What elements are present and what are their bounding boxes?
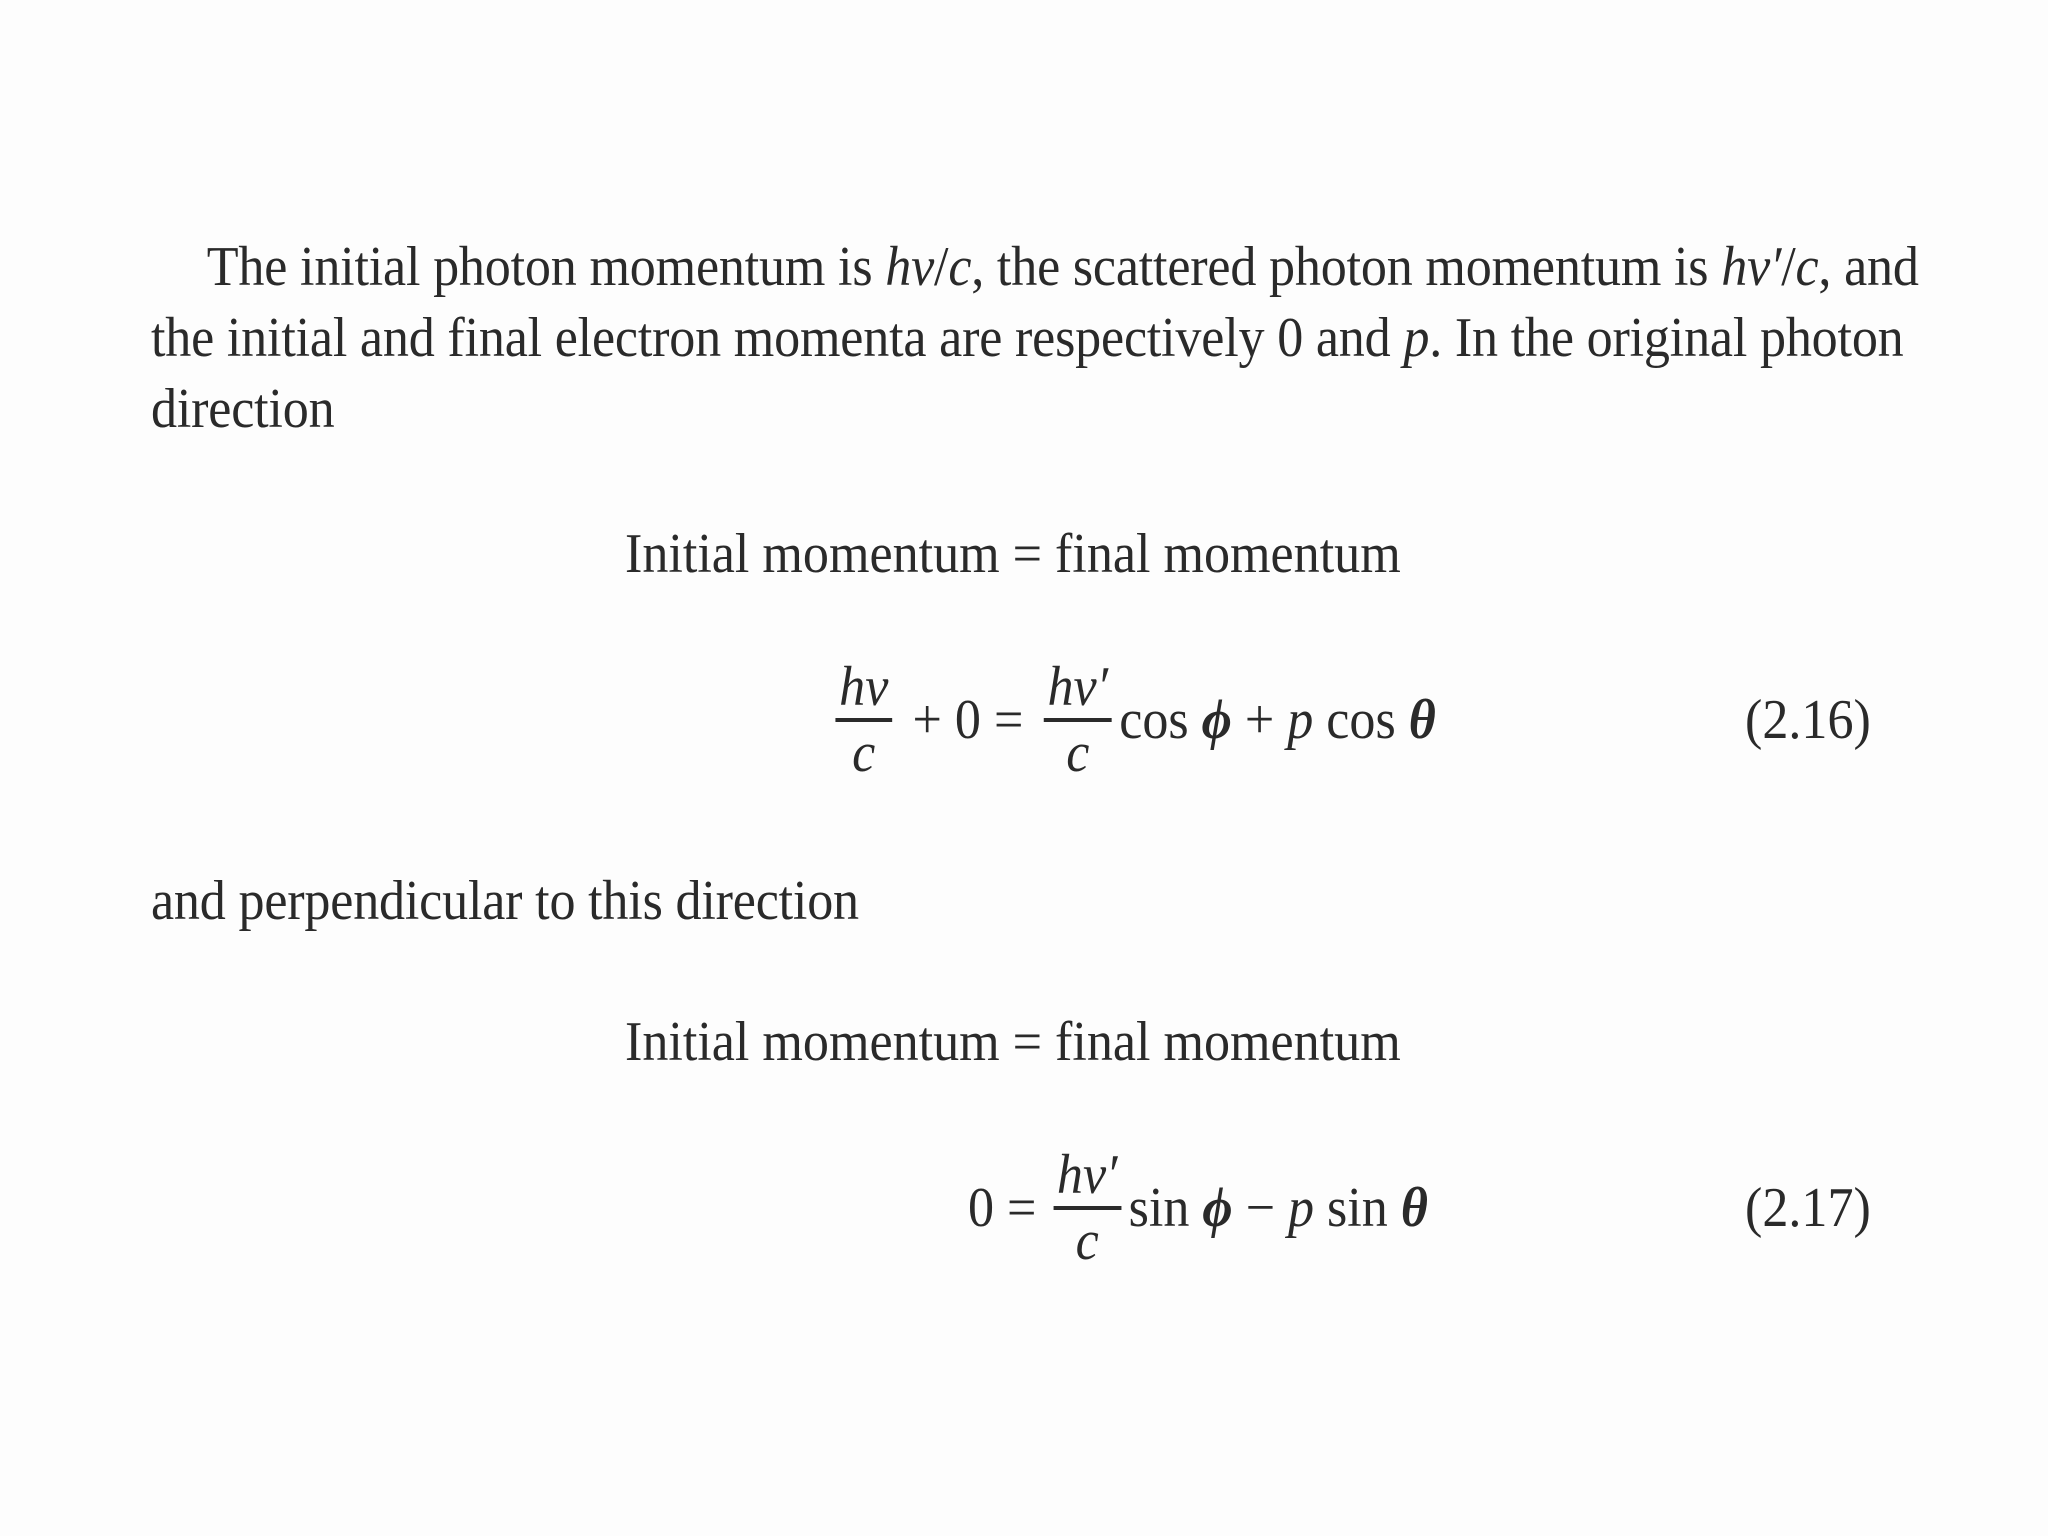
paragraph-line: the initial and final electron momenta are respectively 0 and p. In the original photon bbox=[151, 307, 1904, 369]
intro-paragraph bbox=[151, 232, 1919, 445]
equation-number: (2.17) bbox=[1745, 1177, 1871, 1239]
fraction: $\frac{h\nu'}{c}$ bbox=[1053, 1144, 1121, 1272]
perpendicular-paragraph: and perpendicular to this direction bbox=[151, 870, 859, 932]
paragraph-line: direction bbox=[151, 378, 335, 440]
equation-2-17: 0 = $\frac{h\nu'}{c}$ sin ϕ − p sin θ bbox=[968, 1144, 1428, 1272]
equation-number: (2.16) bbox=[1745, 689, 1871, 751]
equation-2-16: $\frac{h\nu}{c}$ + 0 = $\frac{h\nu'}{c}$ cos ϕ + p cos θ bbox=[828, 650, 1436, 790]
fraction: $\frac{h\nu}{c}$ bbox=[835, 656, 892, 784]
momentum-statement: Initial momentum = final momentum bbox=[625, 1011, 1401, 1073]
momentum-statement: Initial momentum = final momentum bbox=[625, 523, 1401, 585]
fraction: $\frac{h\nu'}{c}$ bbox=[1044, 656, 1112, 784]
paragraph-line: The initial photon momentum is hν/c, the scattered photon momentum is hν′/c, and bbox=[206, 236, 1919, 298]
